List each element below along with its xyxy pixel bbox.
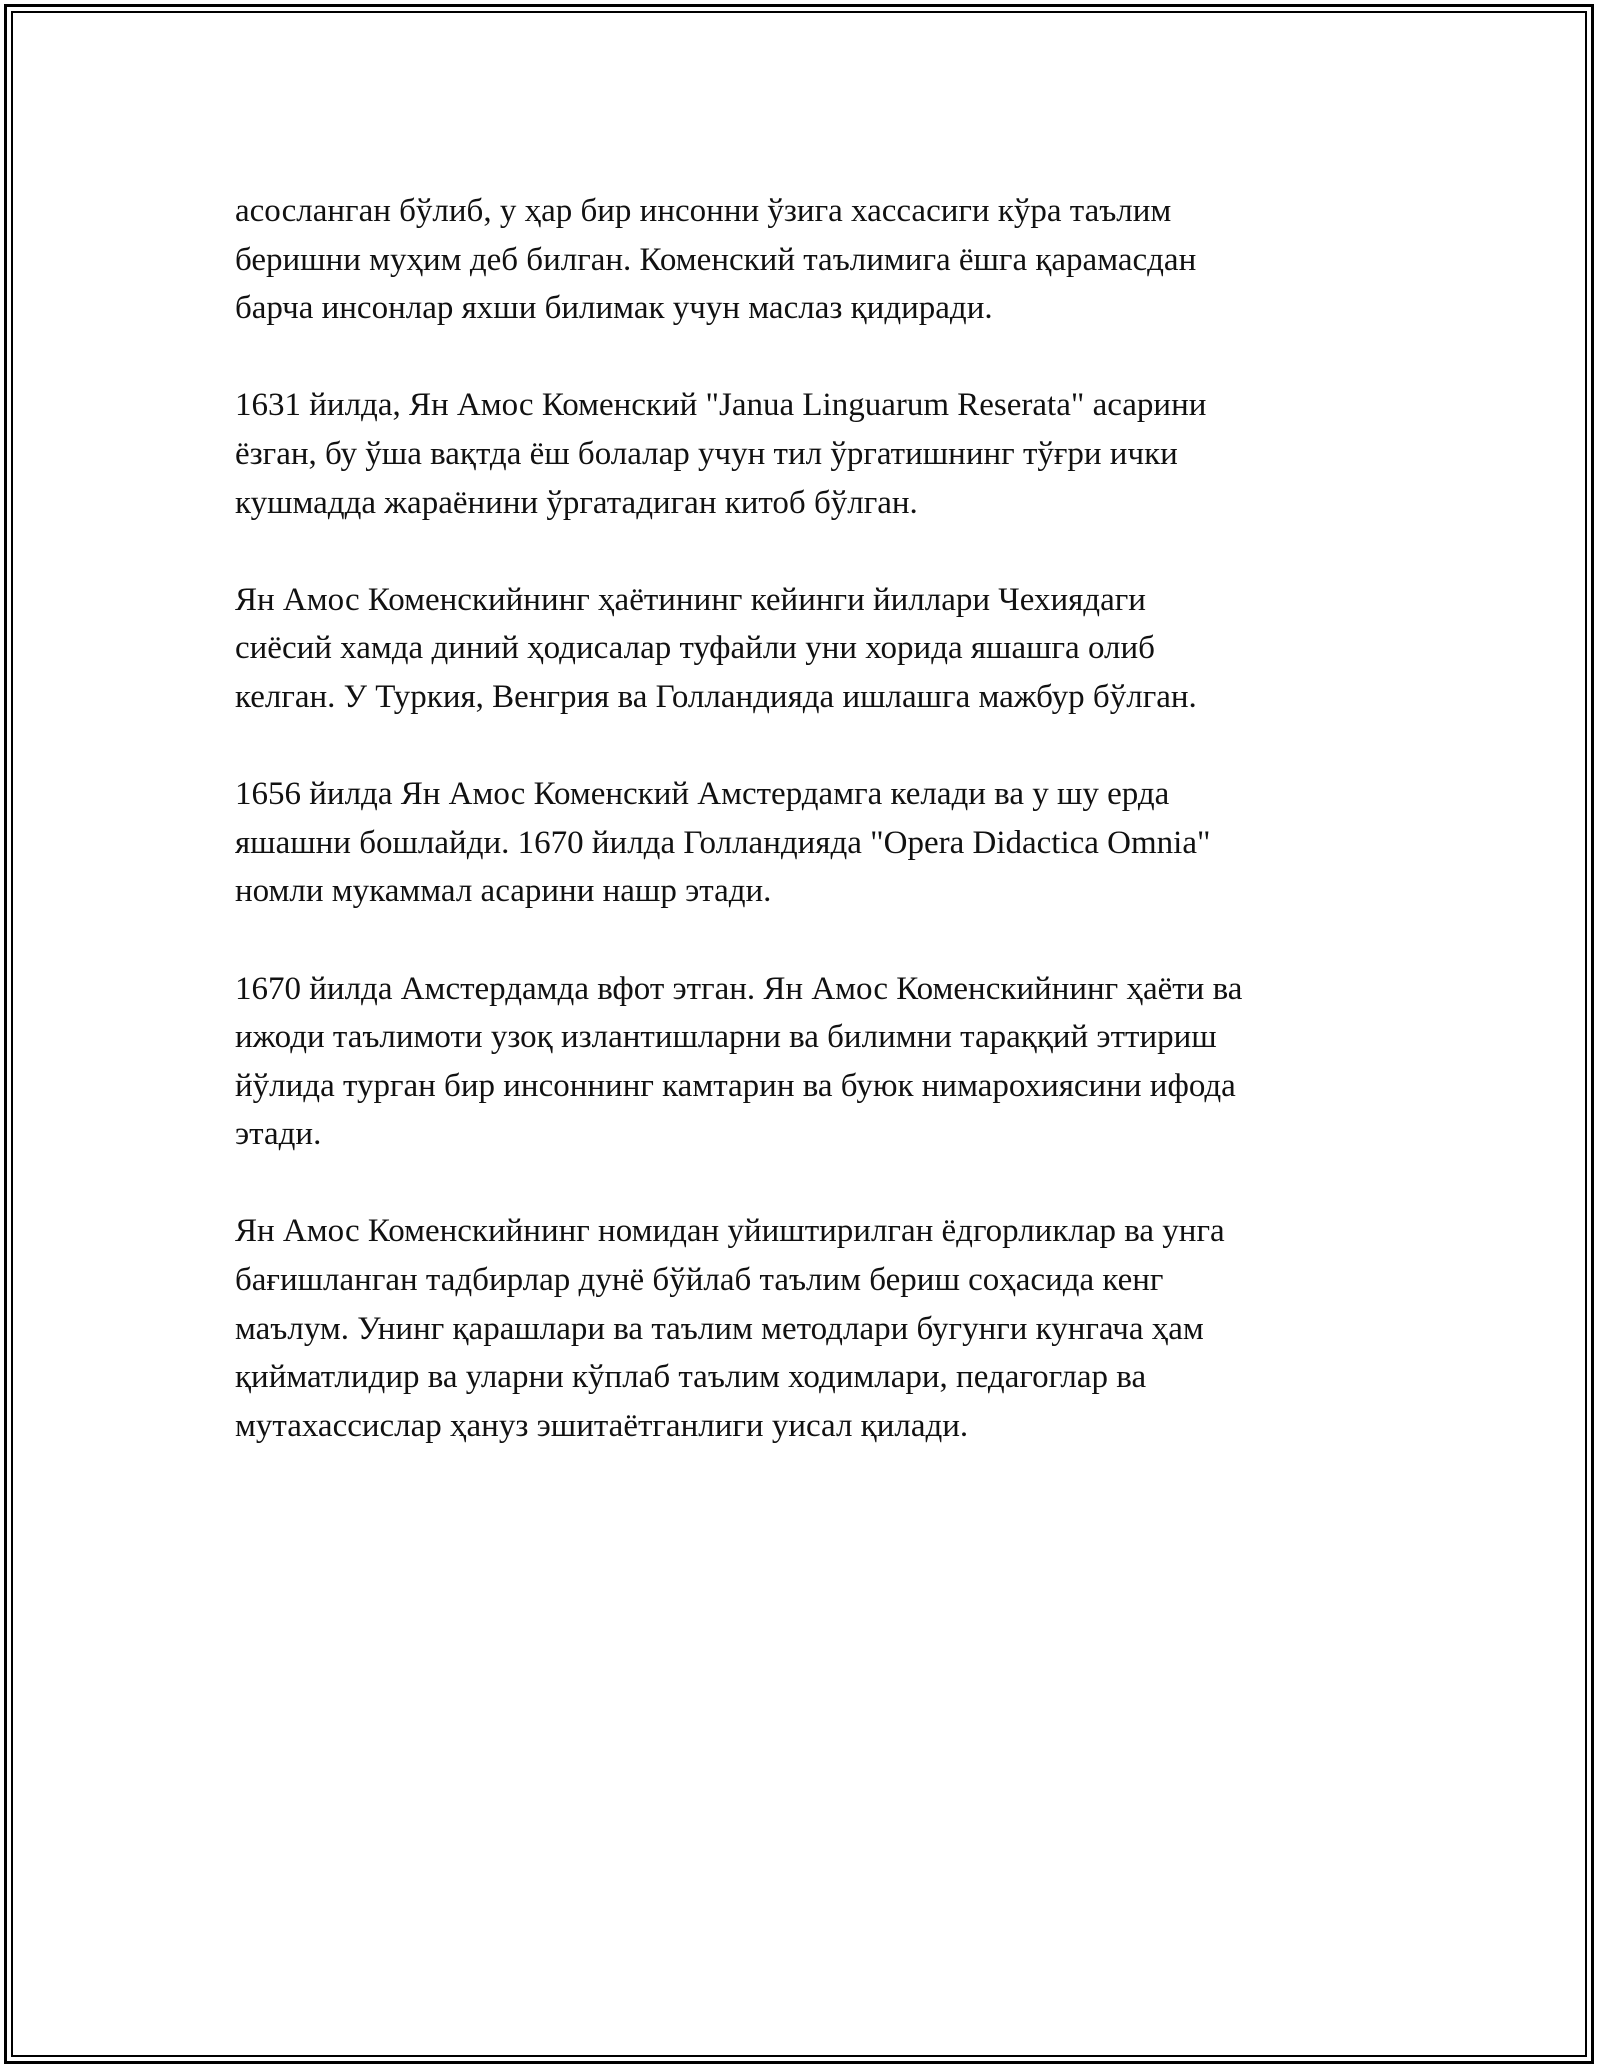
paragraph-1: асосланган бўлиб, у ҳар бир инсонни ўзига хассасиги кўра таълим беришни муҳим деб билган. Коменский таълимига ёшга қарамасдан барча инсонлар яхши билимак учун маслаз қидиради. [235,193,1197,327]
document-body [235,187,1375,1499]
paragraph-5: 1670 йилда Амстердамда вфот этган. Ян Амос Коменскийнинг ҳаёти ва ижоди таълимоти узоқ излантишларни ва билимни тараққий эттириш йўлида турган бир инсоннинг камтарин ва буюк нимарохиясини ифода этади. [235,970,1243,1153]
paragraph-3: Ян Амос Коменскийнинг ҳаётининг кейинги йиллари Чехиядаги сиёсий хамда диний ҳодисалар туфайли уни хорида яшашга олиб келган. У Туркия, Венгрия ва Голландияда ишлашга мажбур бўлган. [235,581,1197,715]
paragraph-2: 1631 йилда, Ян Амос Коменский "Janua Linguarum Reserata" асарини ёзган, бу ўша вақтда ёш болалар учун тил ўргатишнинг тўғри ички кушмадда жараёнини ўргатадиган китоб бўлган. [235,387,1207,521]
paragraph-4: 1656 йилда Ян Амос Коменский Амстердамга келади ва у шу ерда яшашни бошлайди. 1670 йилда Голландияда "Opera Didactica Omnia" номли мукаммал асарини нашр этади. [235,776,1211,910]
paragraph-6: Ян Амос Коменскийнинг номидан уйиштирилган ёдгорликлар ва унга бағишланган тадбирлар дунё бўйлаб таълим бериш соҳасида кенг маълум. Унинг қарашлари ва таълим методлари бугунги кунгача ҳам қийматлидир ва уларни кўплаб таълим ходимлари, педагоглар ва мутахассислар ҳануз эшитаётганлиги уисал қилади. [235,1213,1225,1444]
